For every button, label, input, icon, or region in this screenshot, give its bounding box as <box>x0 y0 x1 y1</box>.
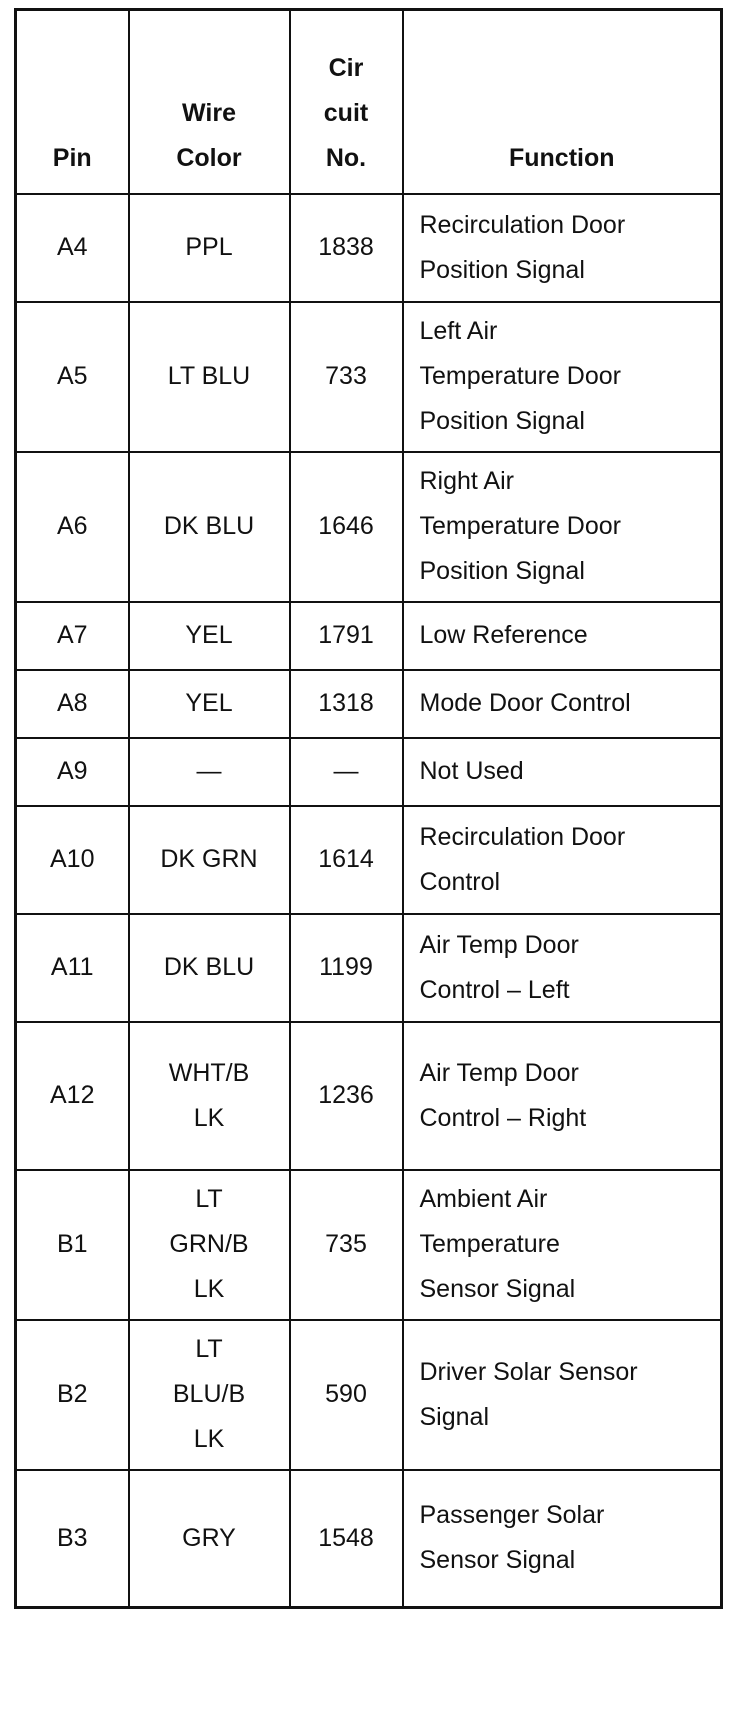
cell-function: Recirculation Door Position Signal <box>403 194 722 302</box>
cell-wire-color: LT GRN/B LK <box>129 1170 290 1320</box>
cell-circuit-no: — <box>290 738 403 806</box>
connector-pinout-table <box>14 8 723 1609</box>
cell-function: Right Air Temperature Door Position Signal <box>403 452 722 602</box>
table-row <box>16 302 722 452</box>
cell-function: Recirculation Door Control <box>403 806 722 914</box>
header-function: Function <box>403 10 722 194</box>
cell-wire-color: DK GRN <box>129 806 290 914</box>
cell-function: Ambient Air Temperature Sensor Signal <box>403 1170 722 1320</box>
cell-circuit-no: 1236 <box>290 1022 403 1170</box>
table-row <box>16 914 722 1022</box>
table-row <box>16 670 722 738</box>
cell-circuit-no: 1318 <box>290 670 403 738</box>
cell-pin: A12 <box>16 1022 129 1170</box>
table-row <box>16 738 722 806</box>
header-row <box>16 10 722 194</box>
cell-circuit-no: 735 <box>290 1170 403 1320</box>
cell-wire-color: DK BLU <box>129 452 290 602</box>
cell-pin: B3 <box>16 1470 129 1608</box>
cell-pin: A6 <box>16 452 129 602</box>
cell-pin: A10 <box>16 806 129 914</box>
cell-wire-color: WHT/B LK <box>129 1022 290 1170</box>
header-circuit-no: Cir cuit No. <box>290 10 403 194</box>
cell-circuit-no: 1791 <box>290 602 403 670</box>
cell-circuit-no: 733 <box>290 302 403 452</box>
cell-pin: B1 <box>16 1170 129 1320</box>
cell-circuit-no: 1646 <box>290 452 403 602</box>
cell-function: Low Reference <box>403 602 722 670</box>
table-row <box>16 452 722 602</box>
cell-function: Mode Door Control <box>403 670 722 738</box>
cell-circuit-no: 1199 <box>290 914 403 1022</box>
cell-pin: B2 <box>16 1320 129 1470</box>
cell-pin: A4 <box>16 194 129 302</box>
cell-pin: A8 <box>16 670 129 738</box>
cell-function: Air Temp Door Control – Left <box>403 914 722 1022</box>
cell-wire-color: DK BLU <box>129 914 290 1022</box>
table-row <box>16 1170 722 1320</box>
table-row <box>16 806 722 914</box>
cell-pin: A5 <box>16 302 129 452</box>
cell-wire-color: LT BLU/B LK <box>129 1320 290 1470</box>
table-row <box>16 602 722 670</box>
cell-pin: A11 <box>16 914 129 1022</box>
cell-pin: A7 <box>16 602 129 670</box>
cell-wire-color: LT BLU <box>129 302 290 452</box>
cell-function: Passenger Solar Sensor Signal <box>403 1470 722 1608</box>
header-pin: Pin <box>16 10 129 194</box>
table-row <box>16 1320 722 1470</box>
cell-circuit-no: 590 <box>290 1320 403 1470</box>
cell-function: Left Air Temperature Door Position Signal <box>403 302 722 452</box>
cell-wire-color: — <box>129 738 290 806</box>
cell-pin: A9 <box>16 738 129 806</box>
cell-wire-color: YEL <box>129 602 290 670</box>
table-row <box>16 1022 722 1170</box>
cell-circuit-no: 1548 <box>290 1470 403 1608</box>
table-row <box>16 1470 722 1608</box>
cell-function: Driver Solar Sensor Signal <box>403 1320 722 1470</box>
cell-function: Air Temp Door Control – Right <box>403 1022 722 1170</box>
cell-circuit-no: 1614 <box>290 806 403 914</box>
cell-function: Not Used <box>403 738 722 806</box>
table-row <box>16 194 722 302</box>
cell-circuit-no: 1838 <box>290 194 403 302</box>
cell-wire-color: PPL <box>129 194 290 302</box>
cell-wire-color: GRY <box>129 1470 290 1608</box>
header-wire-color: Wire Color <box>129 10 290 194</box>
cell-wire-color: YEL <box>129 670 290 738</box>
